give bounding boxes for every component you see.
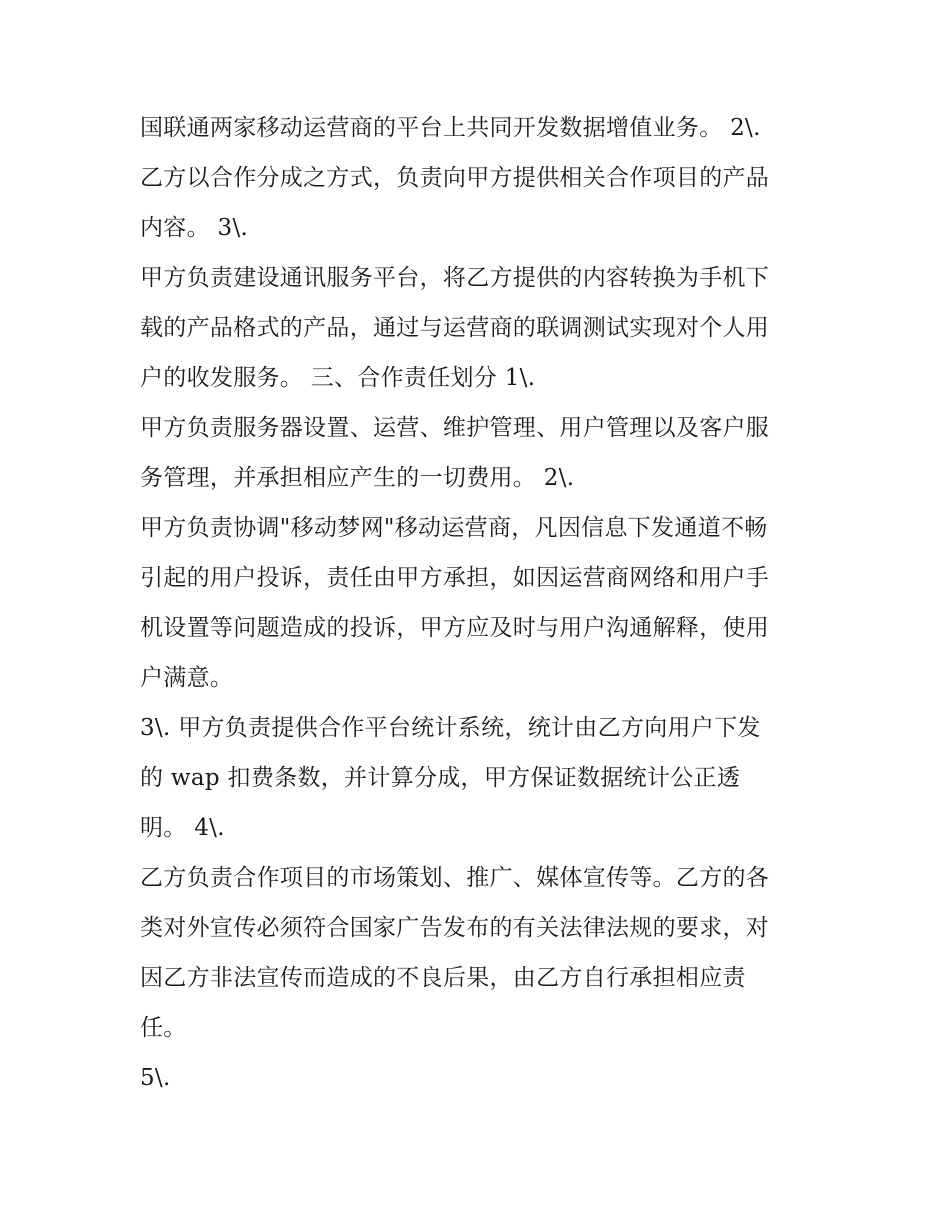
text-line: 户的收发服务。 三、合作责任划分 1\. [140,365,536,391]
text-line: 类对外宣传必须符合国家广告发布的有关法律法规的要求，对 [140,915,770,941]
text-line: 乙方以合作分成之方式，负责向甲方提供相关合作项目的产品 [140,165,770,191]
text-line: 5\. [140,1065,171,1091]
text-line: 明。 4\. [140,815,225,841]
text-line: 国联通两家移动运营商的平台上共同开发数据增值业务。 2\. [140,115,761,141]
text-line: 务管理，并承担相应产生的一切费用。 2\. [140,465,575,491]
text-line: 内容。 3\. [140,215,249,241]
text-line: 的 wap 扣费条数，并计算分成，甲方保证数据统计公正透 [140,765,741,791]
text-line: 因乙方非法宣传而造成的不良后果，由乙方自行承担相应责 [140,965,746,991]
text-line: 引起的用户投诉，责任由甲方承担，如因运营商网络和用户手 [140,565,770,591]
text-line: 甲方负责服务器设置、运营、维护管理、用户管理以及客户服 [140,415,770,441]
text-line: 乙方负责合作项目的市场策划、推广、媒体宣传等。乙方的各 [140,865,770,891]
text-line: 甲方负责建设通讯服务平台，将乙方提供的内容转换为手机下 [140,265,770,291]
document-body [140,103,820,1103]
text-line: 甲方负责协调"移动梦网"移动运营商，凡因信息下发通道不畅 [140,515,768,541]
text-line: 载的产品格式的产品，通过与运营商的联调测试实现对个人用 [140,315,770,341]
text-line: 3\. 甲方负责提供合作平台统计系统，统计由乙方向用户下发 [140,715,761,741]
text-line: 任。 [140,1015,187,1041]
text-line: 户满意。 [140,665,234,691]
text-line: 机设置等问题造成的投诉，甲方应及时与用户沟通解释，使用 [140,615,770,641]
